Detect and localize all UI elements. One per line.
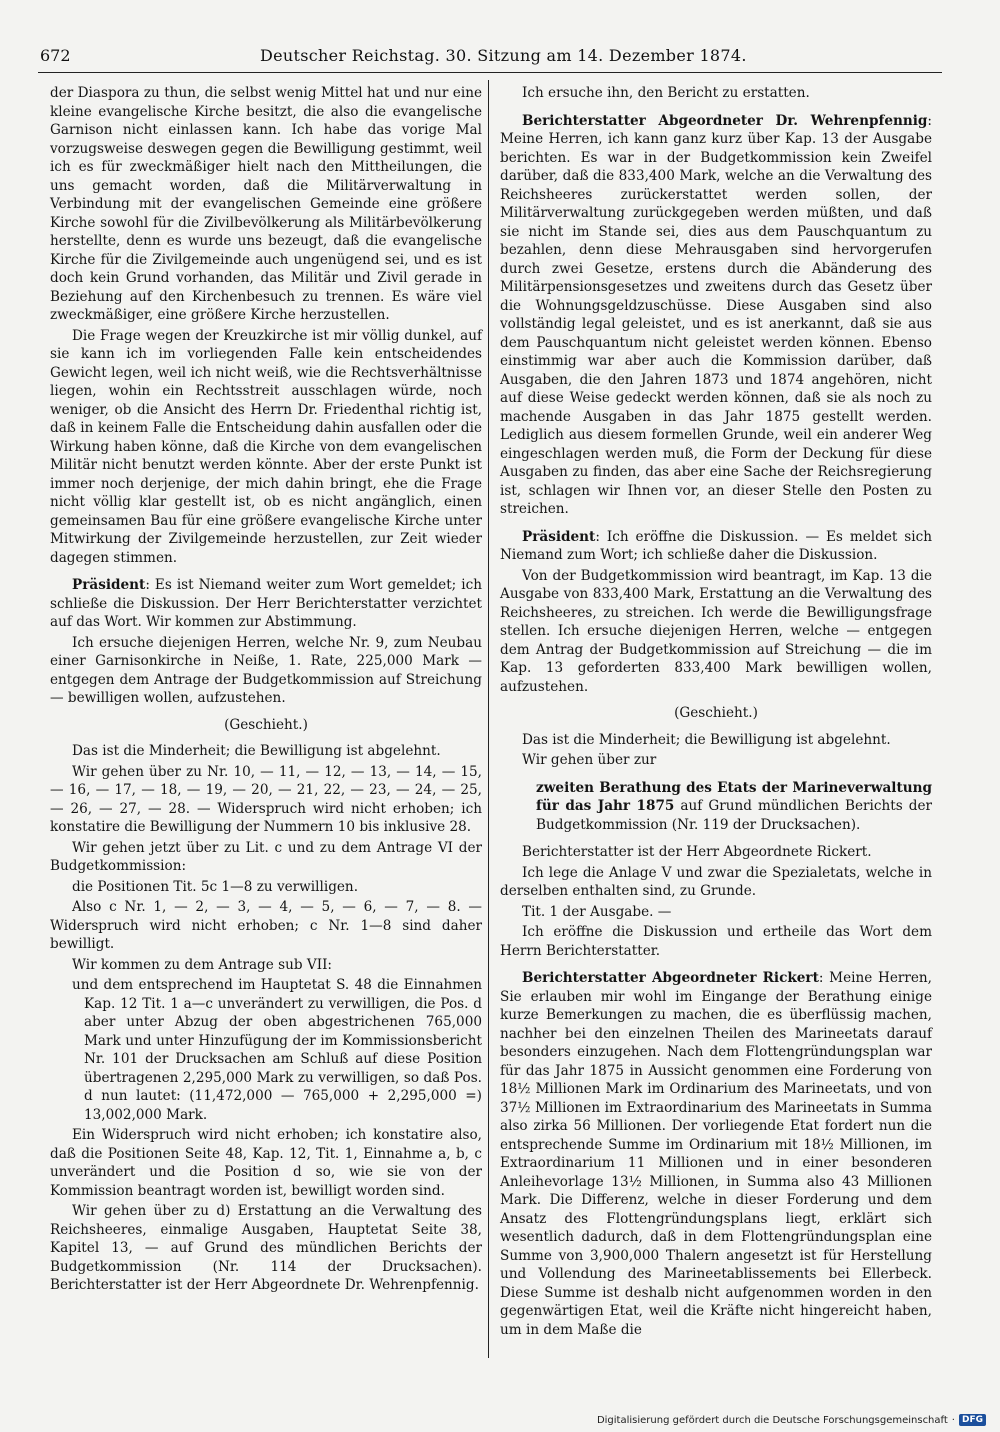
paragraph: Das ist die Minderheit; die Bewilligung ist abgelehnt.	[72, 743, 441, 759]
paragraph: Wir kommen zu dem Antrage sub VII:	[72, 956, 333, 973]
header-rule	[38, 72, 942, 73]
speaker-name: Präsident	[72, 577, 146, 593]
motion-text: die Positionen Tit. 5c 1—8 zu verwilligen.	[72, 878, 359, 895]
agenda-heading-rest: auf Grund mündlichen Berichts der Budgetkommission (Nr. 119 der Drucksachen).	[536, 798, 932, 833]
paragraph: Von der Budgetkommission wird beantragt, im Kap. 13 die Ausgabe von 833,400 Mark, Erstattung an die Verwaltung des Reichsheeres, zu streichen. Ich werde die Bewilligungsfrage stellen. Ich ersuche diejenigen Herren, welche — entgegen dem Antrag der Budgetkommission auf Streichung — die im Kap. 13 geforderten 833,400 Mark bewilligen wollen, aufzustehen.	[500, 567, 932, 695]
speech-text: : Meine Herren, Sie erlauben mir wohl im Eingange der Berathung einige kurze Bemerkungen zu machen, die es überflüssig machen, nachher bei den einzelnen Theilen des Marineetats darauf besonders einzugehen. Nach dem Flottengründungsplan war für das Jahr 1875 in Aussicht genommen eine Forderung von 18½ Millionen Mark im Ordinarium des Marineetats, und von 37½ Millionen im Extraordinarium des Marineetats in Summa also zirka 56 Millionen. Der vorliegende Etat fordert nun die entsprechende Summe im Ordinarium mit 18½ Millionen, im Extraordinarium 11 Millionen und in einer besonderen Anleihevorlage 13½ Millionen, in Summa also 43 Millionen Mark. Die Differenz, welche in dieser Forderung und dem Ansatz des Flottengründungsplans liegt, erklärt sich wesentlich dadurch, daß in dem Flottengründungsplan eine Summe von 3,900,000 Thalern angesetzt ist für Herstellung und Vollendung des Marineetablissements bei Ellerbeck. Diese Summe ist deshalb nicht aufgenommen worden in den gegenwärtigen Etat, weil die Kräfte nicht hingereicht haben, um in dem Maße die	[500, 970, 932, 1338]
paragraph: Die Frage wegen der Kreuzkirche ist mir völlig dunkel, auf sie kann ich im vorliegenden Falle kein entscheidendes Gewicht legen, weil ich nicht weiß, wie die Rechtsverhältnisse liegen, wohin ein Rechtsstreit ausschlagen würde, noch weniger, ob die Ansicht des Herrn Dr. Friedenthal richtig ist, daß in keinem Falle die Entscheidung dahin ausfallen oder die Wirkung haben könne, daß die Kirche von dem evangelischen Militär nicht benutzt werden könnte. Aber der erste Punkt ist immer noch derjenige, der mich dahin bringt, ehe die Frage nicht völlig klar gestellt ist, ob es nicht angänglich, einen gemeinsamen Bau für eine größere evangelische Kirche unter Mitwirkung der Zivilgemeinde herzustellen, zur Zeit wieder dagegen stimmen.	[50, 327, 482, 566]
paragraph: Wir gehen jetzt über zu Lit. c und zu dem Antrage VI der Budgetkommission:	[50, 839, 482, 874]
speech-paragraph	[500, 528, 932, 565]
agenda-heading	[500, 779, 932, 835]
paragraph: Das ist die Minderheit; die Bewilligung ist abgelehnt.	[522, 731, 891, 748]
stage-direction: (Geschieht.)	[674, 705, 758, 721]
running-header: Deutscher Reichstag. 30. Sitzung am 14. Dezember 1874.	[260, 46, 747, 65]
paragraph: Ich ersuche ihn, den Bericht zu erstatten.	[522, 85, 810, 101]
speaker-name: Berichterstatter Abgeordneter Dr. Wehrenpfennig	[522, 112, 928, 129]
footer-text: Digitalisierung gefördert durch die Deutsche Forschungsgemeinschaft	[596, 1414, 948, 1426]
paragraph: Ein Widerspruch wird nicht erhoben; ich konstatire also, daß die Positionen Seite 48, Kap. 12, Tit. 1, Einnahme a, b, c unverändert und die Position d so, wie sie von der Kommission beantragt worden ist, bewilligt worden sind.	[50, 1127, 482, 1199]
speech-text: : Meine Herren, ich kann ganz kurz über Kap. 13 der Ausgabe berichten. Es war in der Budgetkommission kein Zweifel darüber, daß die 833,400 Mark, welche an die Verwaltung des Reichsheeres zurückerstattet werden sollen, der Militärverwaltung zurückgegeben werden müßten, und daß sie nicht im Stande sei, dies aus dem Pauschquantum zu bezahlen, denn diese Mehrausgaben sind hervorgerufen durch zwei Gesetze, erstens durch die Abänderung des Militärpensionsgesetzes und zweitens durch das Gesetz über die Wohnungsgeldzuschüsse. Diese Ausgaben sind also vollständig legal geleistet, und es ist anerkannt, daß sie aus dem Pauschquantum nicht geleistet werden können. Ebenso einstimmig war aber auch die Kommission darüber, daß Ausgaben, die den Jahren 1873 und 1874 angehören, nicht auf diese Weise gedeckt werden können, daß sie als noch zu machende Ausgaben in das Jahr 1875 gestellt werden. Lediglich aus diesem formellen Grunde, weil ein anderer Weg eingeschlagen werden muß, die Form der Deckung für diese Ausgaben zu finden, das aber eine Sache der Reichsregierung ist, schlagen wir Ihnen vor, an dieser Stelle den Posten zu streichen.	[500, 112, 932, 517]
paragraph: der Diaspora zu thun, die selbst wenig Mittel hat und nur eine kleine evangelische Kirche besitzt, die also die evangelische Garnison nicht einlassen kann. Ich habe das vorige Mal vorzugsweise deswegen gegen die Bewilligung gestimmt, weil ich es für zweckmäßiger hielt nach den Mittheilungen, die uns gemacht worden, daß die Militärverwaltung in Verbindung mit der evangelischen Gemeinde eine größere Kirche sowohl für die Zivilbevölkerung als Militärbevölkerung herstellte, denn es wurde uns bezeugt, daß die evangelische Kirche für die Zivilgemeinde auch ungenügend sei, und es ist doch kein Grund vorhanden, das Militär und Zivil gerade in Beziehung auf den Kirchenbesuch zu trennen. Es wäre viel zweckmäßiger, eine größere Kirche herzustellen.	[50, 85, 482, 323]
stage-direction: (Geschieht.)	[224, 716, 308, 733]
dfg-logo-icon: DFG	[959, 1414, 986, 1426]
paragraph: Ich eröffne die Diskussion und ertheile das Wort dem Herrn Berichterstatter.	[500, 924, 932, 959]
paragraph: Ich ersuche diejenigen Herren, welche Nr. 9, zum Neubau einer Garnisonkirche in Neiße, 1. Rate, 225,000 Mark — entgegen dem Antrage der Budgetkommission auf Streichung — bewilligen wollen, aufzustehen.	[50, 634, 482, 706]
paragraph: Wir gehen über zu d) Erstattung an die Verwaltung des Reichsheeres, einmalige Ausgaben, Hauptetat Seite 38, Kapitel 13, — auf Grund des mündlichen Berichts der Budgetkommission (Nr. 114 der Drucksachen). Berichterstatter ist der Herr Abgeordnete Dr. Wehrenpfennig.	[50, 1203, 482, 1293]
agenda-heading-title: zweiten Berathung des Etats der Marineverwaltung für das Jahr 1875	[536, 779, 932, 814]
speech-paragraph	[500, 112, 932, 519]
speaker-name: Berichterstatter Abgeordneter Rickert	[522, 970, 819, 986]
paragraph: Also c Nr. 1, — 2, — 3, — 4, — 5, — 6, — 7, — 8. — Widerspruch wird nicht erhoben; c Nr. 1—8 sind daher bewilligt.	[50, 899, 482, 952]
right-column	[500, 84, 932, 1339]
column-divider	[488, 80, 489, 1358]
speech-text: : Ich eröffne die Diskussion. — Es meldet sich Niemand zum Wort; ich schließe daher die Diskussion.	[500, 528, 932, 563]
paragraph: Wir gehen über zu Nr. 10, — 11, — 12, — 13, — 14, — 15, — 16, — 17, — 18, — 19, — 20, — 21, 22, — 23, — 24, — 25, — 26, — 27, — 28. — Widerspruch wird nicht erhoben; ich konstatire die Bewilligung der Nummern 10 bis inklusive 28.	[50, 763, 482, 835]
speaker-name: Präsident	[522, 528, 596, 545]
speech-paragraph	[50, 576, 482, 632]
footer-credit: Digitalisierung gefördert durch die Deutsche Forschungsgemeinschaft · DFG	[597, 1414, 986, 1426]
speech-text: : Es ist Niemand weiter zum Wort gemeldet; ich schließe die Diskussion. Der Herr Berichterstatter verzichtet auf das Wort. Wir kommen zur Abstimmung.	[50, 577, 482, 630]
paragraph: Berichterstatter ist der Herr Abgeordnete Rickert.	[522, 844, 872, 860]
speech-paragraph	[500, 969, 932, 1339]
left-column	[50, 84, 482, 1295]
paragraph: Ich lege die Anlage V und zwar die Spezialetats, welche in derselben enthalten sind, zu Grunde.	[500, 864, 932, 899]
paragraph: Tit. 1 der Ausgabe. —	[522, 903, 672, 920]
page-number: 672	[40, 46, 71, 65]
paragraph: Wir gehen über zur	[522, 752, 657, 768]
motion-text: und dem entsprechend im Hauptetat S. 48 die Einnahmen Kap. 12 Tit. 1 a—c unverändert zu verwilligen, die Pos. d aber unter Abzug der oben abgestrichenen 765,000 Mark und unter Hinzufügung der im Kommissionsbericht Nr. 101 der Drucksachen am Schluß auf diese Position übertragenen 2,295,000 Mark zu verwilligen, so daß Pos. d nun lautet: (11,472,000 — 765,000 + 2,295,000 =) 13,002,000 Mark.	[72, 977, 482, 1123]
